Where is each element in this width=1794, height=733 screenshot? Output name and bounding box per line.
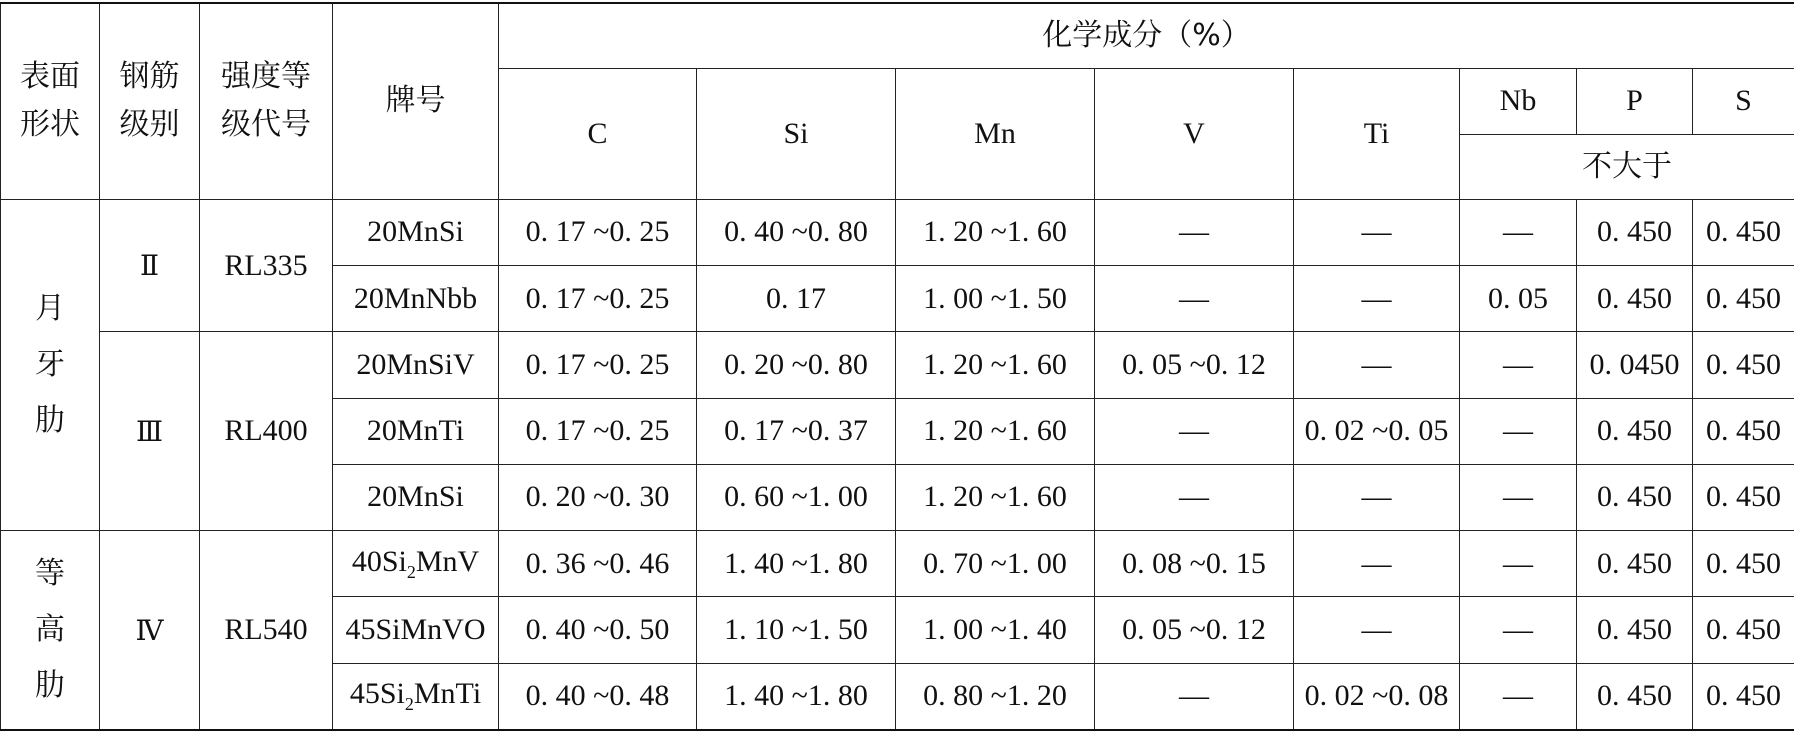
v-cell: 0. 08 ~0. 15	[1095, 531, 1294, 597]
s-cell: 0. 450	[1693, 199, 1794, 265]
grade-cell: Ⅱ	[100, 199, 200, 332]
p-cell: 0. 450	[1577, 597, 1693, 663]
c-cell: 0. 40 ~0. 50	[499, 597, 697, 663]
p-cell: 0. 450	[1577, 266, 1693, 332]
nb-cell: —	[1460, 597, 1577, 663]
nb-cell: —	[1460, 332, 1577, 398]
strength-cell: RL540	[200, 531, 333, 730]
s-cell: 0. 450	[1693, 398, 1794, 464]
header-chem-group	[499, 3, 1794, 69]
shape-char: 肋	[35, 668, 65, 704]
brand-cell	[333, 663, 499, 730]
nb-cell: —	[1460, 398, 1577, 464]
c-cell: 0. 17 ~0. 25	[499, 332, 697, 398]
brand-cell: 20MnSiV	[333, 332, 499, 398]
header-element-mn: Mn	[896, 69, 1095, 200]
v-cell: —	[1095, 266, 1294, 332]
c-cell: 0. 17 ~0. 25	[499, 398, 697, 464]
shape-char: 高	[35, 612, 65, 648]
mn-cell: 1. 00 ~1. 50	[896, 266, 1095, 332]
nb-cell: —	[1460, 531, 1577, 597]
brand-cell: 20MnSi	[333, 464, 499, 530]
ti-cell: 0. 02 ~0. 08	[1294, 663, 1460, 730]
header-grade-line1: 钢筋	[119, 59, 180, 95]
header-brand-label: 牌号	[385, 83, 446, 119]
s-cell: 0. 450	[1693, 332, 1794, 398]
s-cell: 0. 450	[1693, 266, 1794, 332]
mn-cell: 1. 20 ~1. 60	[896, 398, 1095, 464]
s-cell: 0. 450	[1693, 531, 1794, 597]
ti-cell: —	[1294, 531, 1460, 597]
shape-char: 等	[35, 556, 65, 592]
ti-cell: —	[1294, 464, 1460, 530]
brand-subscript: 2	[404, 694, 414, 715]
si-cell: 0. 20 ~0. 80	[697, 332, 896, 398]
header-strength-line2: 级代号	[221, 107, 311, 143]
nb-cell: —	[1460, 464, 1577, 530]
shape-char: 月	[35, 290, 65, 326]
header-shape-line1: 表面	[20, 59, 80, 95]
shape-char: 牙	[35, 346, 65, 382]
mn-cell: 1. 20 ~1. 60	[896, 332, 1095, 398]
grade-cell: Ⅳ	[100, 531, 200, 730]
c-cell: 0. 36 ~0. 46	[499, 531, 697, 597]
p-cell: 0. 450	[1577, 663, 1693, 730]
si-cell: 0. 40 ~0. 80	[697, 199, 896, 265]
header-element-nb: Nb	[1460, 69, 1577, 134]
header-brand	[333, 3, 499, 199]
header-shape	[1, 3, 100, 199]
table-row	[1, 199, 1794, 265]
header-chem-group-label: 化学成分（%）	[1042, 18, 1251, 54]
header-max-note-label: 不大于	[1582, 148, 1672, 184]
si-cell: 1. 10 ~1. 50	[697, 597, 896, 663]
header-strength-line1: 强度等	[221, 59, 311, 95]
mn-cell: 0. 80 ~1. 20	[896, 663, 1095, 730]
nb-cell: —	[1460, 663, 1577, 730]
mn-cell: 1. 20 ~1. 60	[896, 199, 1095, 265]
header-element-p: P	[1577, 69, 1693, 134]
p-cell: 0. 450	[1577, 398, 1693, 464]
ti-cell: —	[1294, 597, 1460, 663]
table-row	[1, 332, 1794, 398]
header-max-note	[1460, 134, 1794, 199]
v-cell: —	[1095, 663, 1294, 730]
nb-cell: —	[1460, 199, 1577, 265]
strength-cell: RL400	[200, 332, 333, 531]
brand-cell: 20MnTi	[333, 398, 499, 464]
mn-cell: 1. 20 ~1. 60	[896, 464, 1095, 530]
header-element-v: V	[1095, 69, 1294, 200]
p-cell: 0. 450	[1577, 531, 1693, 597]
header-shape-line2: 形状	[20, 107, 80, 143]
brand-cell: 20MnSi	[333, 199, 499, 265]
si-cell: 0. 60 ~1. 00	[697, 464, 896, 530]
p-cell: 0. 450	[1577, 199, 1693, 265]
c-cell: 0. 20 ~0. 30	[499, 464, 697, 530]
brand-cell: 45SiMnVO	[333, 597, 499, 663]
header-element-ti: Ti	[1294, 69, 1460, 200]
c-cell: 0. 40 ~0. 48	[499, 663, 697, 730]
si-cell: 0. 17 ~0. 37	[697, 398, 896, 464]
ti-cell: —	[1294, 266, 1460, 332]
v-cell: —	[1095, 398, 1294, 464]
table-row	[1, 531, 1794, 597]
nb-cell: 0. 05	[1460, 266, 1577, 332]
brand-text: 45Si	[349, 677, 405, 711]
brand-text-tail: MnV	[415, 544, 480, 578]
brand-text-tail: MnTi	[413, 677, 482, 711]
shape-cell-crescent	[1, 199, 100, 530]
ti-cell: 0. 02 ~0. 05	[1294, 398, 1460, 464]
header-element-si: Si	[697, 69, 896, 200]
header-element-s: S	[1693, 69, 1794, 134]
v-cell: 0. 05 ~0. 12	[1095, 597, 1294, 663]
ti-cell: —	[1294, 199, 1460, 265]
v-cell: —	[1095, 464, 1294, 530]
c-cell: 0. 17 ~0. 25	[499, 266, 697, 332]
si-cell: 1. 40 ~1. 80	[697, 531, 896, 597]
p-cell: 0. 450	[1577, 464, 1693, 530]
mn-cell: 0. 70 ~1. 00	[896, 531, 1095, 597]
si-cell: 1. 40 ~1. 80	[697, 663, 896, 730]
header-grade-line2: 级别	[119, 107, 180, 143]
shape-char: 肋	[35, 402, 65, 438]
si-cell: 0. 17	[697, 266, 896, 332]
brand-text: 40Si	[351, 544, 407, 578]
header-element-c: C	[499, 69, 697, 200]
header-grade	[100, 3, 200, 199]
brand-cell	[333, 531, 499, 597]
p-cell: 0. 0450	[1577, 332, 1693, 398]
strength-cell: RL335	[200, 199, 333, 332]
shape-cell-equal-height	[1, 531, 100, 730]
s-cell: 0. 450	[1693, 597, 1794, 663]
v-cell: —	[1095, 199, 1294, 265]
v-cell: 0. 05 ~0. 12	[1095, 332, 1294, 398]
mn-cell: 1. 00 ~1. 40	[896, 597, 1095, 663]
header-strength	[200, 3, 333, 199]
grade-cell: Ⅲ	[100, 332, 200, 531]
s-cell: 0. 450	[1693, 663, 1794, 730]
c-cell: 0. 17 ~0. 25	[499, 199, 697, 265]
s-cell: 0. 450	[1693, 464, 1794, 530]
brand-subscript: 2	[406, 561, 416, 582]
ti-cell: —	[1294, 332, 1460, 398]
chemical-composition-table	[0, 2, 1794, 731]
brand-cell: 20MnNbb	[333, 266, 499, 332]
